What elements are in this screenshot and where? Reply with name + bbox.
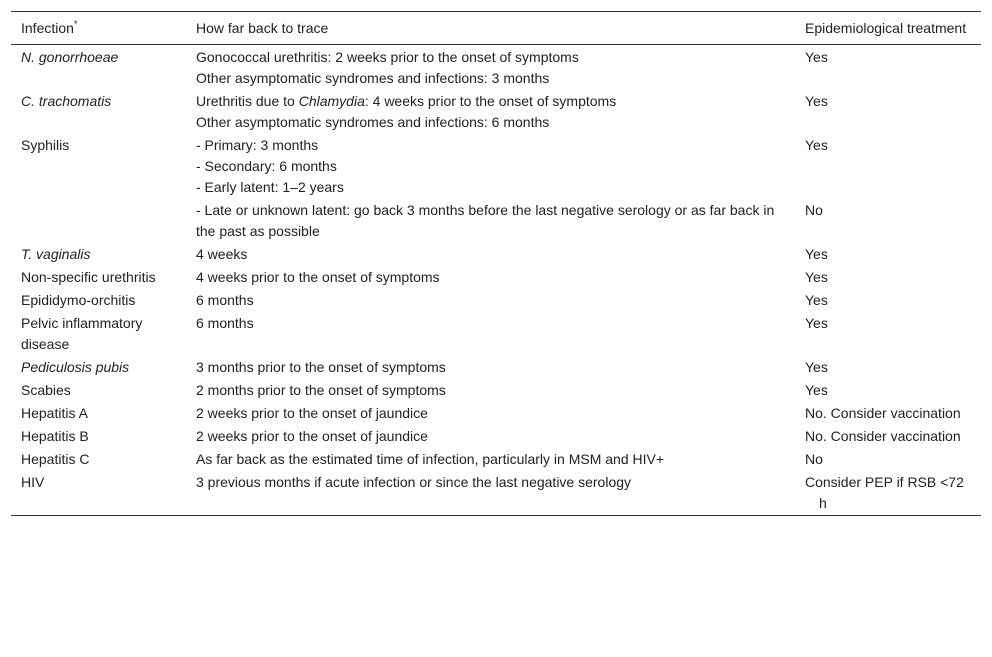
trace-cell: 3 previous months if acute infection or since the last negative serology bbox=[196, 474, 632, 490]
infection-cell: Hepatitis B bbox=[21, 428, 89, 444]
infection-cell: Hepatitis C bbox=[21, 451, 90, 467]
trace-cell: - Primary: 3 months - Secondary: 6 months - Early latent: 1–2 years bbox=[196, 137, 344, 195]
trace-cell: 2 months prior to the onset of symptoms bbox=[196, 382, 446, 398]
table-row bbox=[11, 356, 981, 379]
treatment-cell: Yes bbox=[805, 315, 828, 331]
trace-cell: 4 weeks bbox=[196, 246, 248, 262]
infection-cell: Epididymo-orchitis bbox=[21, 292, 136, 308]
trace-cell: Gonococcal urethritis: 2 weeks prior to the onset of symptoms Other asymptomatic syndromes and infections: 3 months bbox=[196, 49, 579, 86]
header-treatment: Epidemiological treatment bbox=[805, 20, 967, 36]
trace-cell: - Late or unknown latent: go back 3 months before the last negative serology or as far back in the past as possible bbox=[196, 202, 775, 239]
trace-cell: 2 weeks prior to the onset of jaundice bbox=[196, 405, 428, 421]
infection-cell bbox=[11, 199, 186, 243]
trace-cell: 6 months bbox=[196, 292, 254, 308]
table-row bbox=[11, 402, 981, 425]
header-trace: How far back to trace bbox=[196, 20, 329, 36]
treatment-cell: Yes bbox=[805, 246, 828, 262]
table-row bbox=[11, 448, 981, 471]
trace-cell: As far back as the estimated time of infection, particularly in MSM and HIV+ bbox=[196, 451, 665, 467]
infection-cell: T. vaginalis bbox=[21, 246, 91, 262]
treatment-cell: No bbox=[805, 451, 823, 467]
table-row bbox=[11, 45, 981, 91]
table-header-row bbox=[11, 12, 981, 45]
table-row bbox=[11, 289, 981, 312]
infection-cell: Scabies bbox=[21, 382, 71, 398]
treatment-cell: Consider PEP if RSB <72h bbox=[805, 474, 964, 511]
trace-cell: Urethritis due to Chlamydia: 4 weeks prior to the onset of symptoms Other asymptomatic syndromes and infections: 6 months bbox=[196, 93, 617, 130]
table-row bbox=[11, 266, 981, 289]
treatment-cell: Yes bbox=[805, 382, 828, 398]
treatment-cell: Yes bbox=[805, 292, 828, 308]
footnote-marker: * bbox=[73, 19, 78, 29]
treatment-cell: No. Consider vaccination bbox=[805, 405, 961, 421]
infection-cell: N. gonorrhoeae bbox=[21, 49, 119, 65]
table-row bbox=[11, 243, 981, 266]
table-row bbox=[11, 471, 981, 516]
infection-cell: Syphilis bbox=[21, 137, 70, 153]
table-row bbox=[11, 425, 981, 448]
header-infection: Infection* bbox=[21, 19, 78, 36]
treatment-cell: Yes bbox=[805, 49, 828, 65]
table-row bbox=[11, 379, 981, 402]
infection-cell: Non-specific urethritis bbox=[21, 269, 156, 285]
tracing-table bbox=[11, 11, 981, 516]
trace-cell: 2 weeks prior to the onset of jaundice bbox=[196, 428, 428, 444]
treatment-cell: Yes bbox=[805, 137, 828, 153]
treatment-cell: Yes bbox=[805, 269, 828, 285]
trace-cell: 6 months bbox=[196, 315, 254, 331]
trace-cell: 3 months prior to the onset of symptoms bbox=[196, 359, 446, 375]
infection-cell: HIV bbox=[21, 474, 45, 490]
table-row bbox=[11, 90, 981, 134]
treatment-cell: No. Consider vaccination bbox=[805, 428, 961, 444]
trace-cell: 4 weeks prior to the onset of symptoms bbox=[196, 269, 440, 285]
infection-cell: Hepatitis A bbox=[21, 405, 88, 421]
treatment-cell: Yes bbox=[805, 93, 828, 109]
table-row bbox=[11, 312, 981, 356]
treatment-cell: Yes bbox=[805, 359, 828, 375]
treatment-cell: No bbox=[805, 202, 823, 218]
table-row bbox=[11, 199, 981, 243]
table-row bbox=[11, 134, 981, 199]
infection-cell: Pediculosis pubis bbox=[21, 359, 130, 375]
infection-cell: Pelvic inflammatory disease bbox=[21, 315, 143, 352]
infection-cell: C. trachomatis bbox=[21, 93, 112, 109]
